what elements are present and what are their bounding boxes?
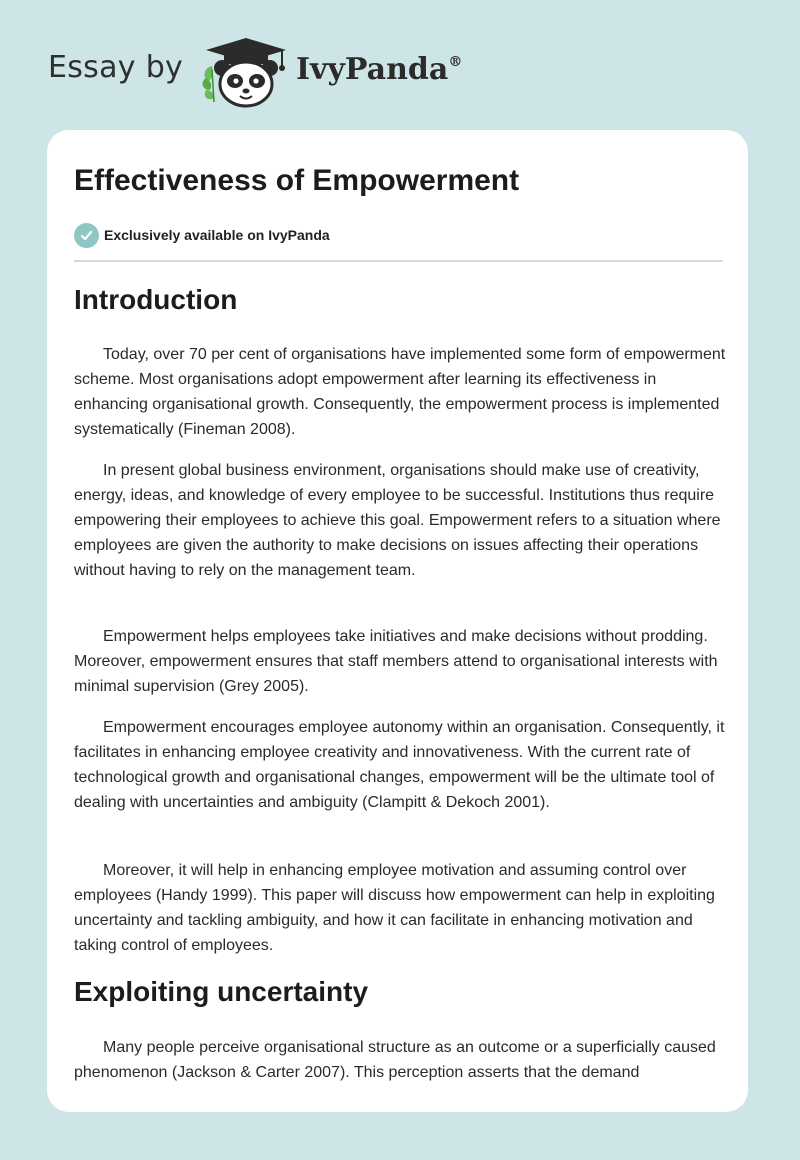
paragraph: In present global business environment, organisations should make use of creativity, energy, ideas, and knowledge of every employee to be successful. Institutions thus require empowering their employees to achieve this goal. Empowerment refers to a situation where employees are given the authority to make decisions on issues affecting their operations without having to rely on the management team. bbox=[74, 462, 721, 579]
brand-name-text: IvyPanda bbox=[296, 52, 449, 87]
panda-graduate-logo-icon[interactable] bbox=[200, 36, 292, 110]
checkmark-icon bbox=[74, 223, 99, 248]
title-divider bbox=[74, 260, 723, 262]
essay-card bbox=[47, 130, 748, 1112]
paragraph: Empowerment helps employees take initiatives and make decisions without prodding. Moreover, empowerment ensures that staff members attend to organisational interests with minimal supervision (Grey 2005). bbox=[74, 628, 718, 695]
brand-name[interactable] bbox=[296, 52, 462, 87]
registered-mark: ® bbox=[448, 54, 463, 70]
paragraph: Empowerment encourages employee autonomy within an organisation. Consequently, it facilitates in enhancing employee creativity and innovativeness. With the current rate of technological growth and organisational changes, empowerment will be the ultimate tool of dealing with uncertainties and ambiguity (Clampitt & Dekoch 2001). bbox=[74, 719, 725, 811]
exclusive-badge bbox=[74, 222, 330, 248]
paragraph: Today, over 70 per cent of organisations have implemented some form of empowerment scheme. Most organisations adopt empowerment after learning its effectiveness in enhancing organisational growth. Consequently, the empowerment process is implemented systematically (Fineman 2008). bbox=[74, 346, 726, 438]
paragraph: Moreover, it will help in enhancing employee motivation and assuming control over employees (Handy 1999). This paper will discuss how empowerment can help in exploiting uncertainty and tackling ambiguity, and how it can facilitate in enhancing motivation and taking control of employees. bbox=[74, 862, 715, 954]
essay-by-label: Essay by bbox=[48, 50, 184, 85]
paragraph: Many people perceive organisational structure as an outcome or a superficially caused phenomenon (Jackson & Carter 2007). This perception asserts that the demand bbox=[74, 1039, 716, 1081]
site-header bbox=[0, 0, 800, 130]
section-heading-exploiting-uncertainty: Exploiting uncertainty bbox=[74, 976, 369, 1007]
exclusive-label: Exclusively available on IvyPanda bbox=[104, 227, 330, 243]
section-heading-introduction: Introduction bbox=[74, 284, 238, 315]
page-title: Effectiveness of Empowerment bbox=[74, 164, 520, 197]
